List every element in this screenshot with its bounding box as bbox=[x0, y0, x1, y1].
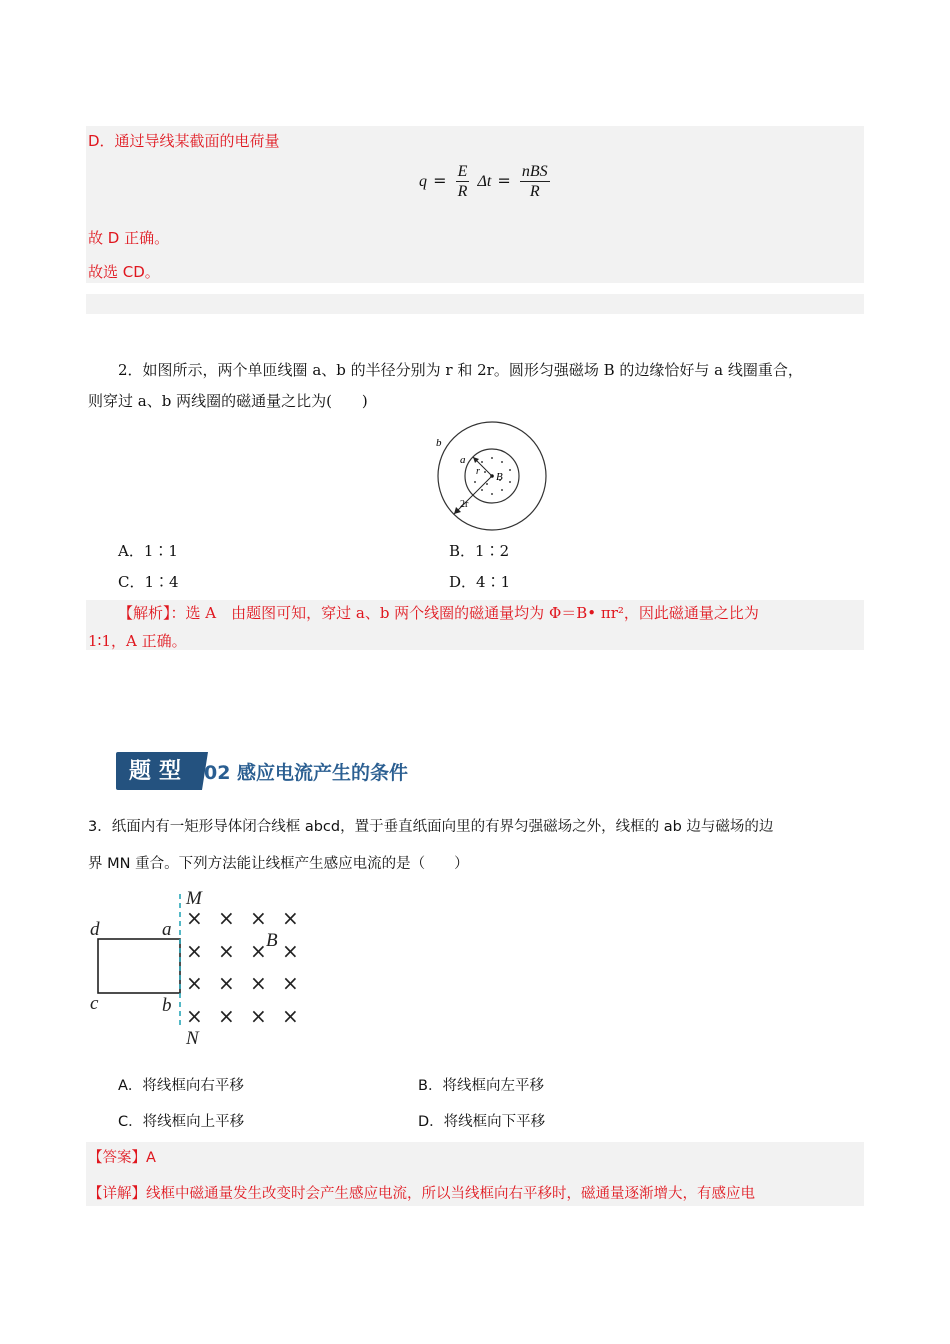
q2-option-b[interactable]: B．1∶2 bbox=[449, 542, 510, 560]
conductor-frame bbox=[98, 939, 180, 993]
svg-text:×: × bbox=[186, 971, 203, 995]
frac2-den: R bbox=[529, 183, 540, 200]
label-r: r bbox=[476, 466, 480, 477]
frac1-den: R bbox=[457, 183, 468, 200]
svg-text:×: × bbox=[186, 906, 203, 930]
formula-frac-2 bbox=[520, 162, 550, 201]
q3-option-d[interactable]: D．将线框向下平移 bbox=[418, 1114, 546, 1130]
label-c: c bbox=[90, 993, 99, 1014]
formula-delta-t: Δt bbox=[477, 173, 492, 190]
frame-field-figure bbox=[86, 884, 312, 1052]
concentric-coils-figure bbox=[430, 418, 554, 538]
svg-text:×: × bbox=[218, 1004, 235, 1028]
svg-text:×: × bbox=[218, 971, 235, 995]
svg-text:×: × bbox=[186, 1004, 203, 1028]
q2-analysis-line2: 1∶1，A 正确。 bbox=[88, 632, 187, 650]
formula-eq1: = bbox=[433, 171, 447, 190]
q3-explanation: 【详解】线框中磁通量发生改变时会产生感应电流，所以当线框向右平移时，磁通量逐渐增大，有感应电 bbox=[88, 1186, 755, 1202]
svg-text:×: × bbox=[282, 939, 299, 963]
q3-option-a[interactable]: A．将线框向右平移 bbox=[118, 1078, 244, 1094]
svg-text:×: × bbox=[218, 906, 235, 930]
q2-option-a[interactable]: A．1∶1 bbox=[118, 542, 178, 560]
label-n: N bbox=[186, 1028, 199, 1049]
label-b: b bbox=[162, 995, 172, 1016]
svg-text:×: × bbox=[282, 906, 299, 930]
label-2r: 2r bbox=[460, 499, 469, 510]
label-a: a bbox=[460, 454, 466, 466]
q2-option-c[interactable]: C．1∶4 bbox=[118, 573, 179, 591]
svg-text:×: × bbox=[250, 971, 267, 995]
option-d-text: D．通过导线某截面的电荷量 bbox=[88, 132, 280, 150]
svg-text:×: × bbox=[282, 971, 299, 995]
label-d: d bbox=[90, 919, 100, 940]
svg-text:×: × bbox=[250, 939, 267, 963]
frac2-num: nBS bbox=[521, 163, 548, 180]
field-crosses bbox=[186, 906, 299, 1028]
banner-tag: 题型 bbox=[116, 752, 202, 790]
label-m: M bbox=[186, 888, 202, 909]
label-field-b: B bbox=[266, 930, 278, 951]
svg-text:×: × bbox=[250, 906, 267, 930]
q3-answer: 【答案】A bbox=[88, 1150, 156, 1166]
charge-formula bbox=[419, 162, 553, 201]
q3-stem-line2: 界 MN 重合。下列方法能让线框产生感应电流的是（ ） bbox=[88, 856, 469, 872]
formula-q: q bbox=[419, 173, 427, 190]
q3-option-c[interactable]: C．将线框向上平移 bbox=[118, 1114, 245, 1130]
q2-analysis-line1: 【解析】：选 A 由题图可知，穿过 a、b 两个线圈的磁通量均为 Φ＝B• πr²，因此磁通量之比为 bbox=[118, 604, 759, 622]
label-field-b: B bbox=[496, 471, 503, 483]
formula-frac-1 bbox=[456, 162, 470, 201]
svg-text:×: × bbox=[186, 939, 203, 963]
q3-option-b[interactable]: B．将线框向左平移 bbox=[418, 1078, 544, 1094]
q2-stem-line1: 2．如图所示，两个单匝线圈 a、b 的半径分别为 r 和 2r。圆形匀强磁场 B 的边缘恰好与 a 线圈重合， bbox=[118, 361, 803, 379]
frac1-num: E bbox=[457, 163, 468, 180]
label-b: b bbox=[436, 437, 442, 449]
choice-text: 故选 CD。 bbox=[88, 263, 160, 281]
q3-stem-line1: 3．纸面内有一矩形导体闭合线框 abcd，置于垂直纸面向里的有界匀强磁场之外，线框的 ab 边与磁场的边 bbox=[88, 819, 774, 835]
banner-title: 02 感应电流产生的条件 bbox=[204, 762, 409, 784]
section-banner bbox=[116, 750, 446, 792]
formula-eq2: = bbox=[497, 171, 511, 190]
svg-text:×: × bbox=[218, 939, 235, 963]
q2-stem-line2: 则穿过 a、b 两线圈的磁通量之比为( ) bbox=[88, 392, 368, 410]
svg-text:×: × bbox=[282, 1004, 299, 1028]
blank-panel bbox=[86, 294, 864, 314]
conclusion-text: 故 D 正确。 bbox=[88, 229, 170, 247]
svg-text:×: × bbox=[250, 1004, 267, 1028]
label-a: a bbox=[162, 919, 172, 940]
q2-option-d[interactable]: D．4∶1 bbox=[449, 573, 511, 591]
